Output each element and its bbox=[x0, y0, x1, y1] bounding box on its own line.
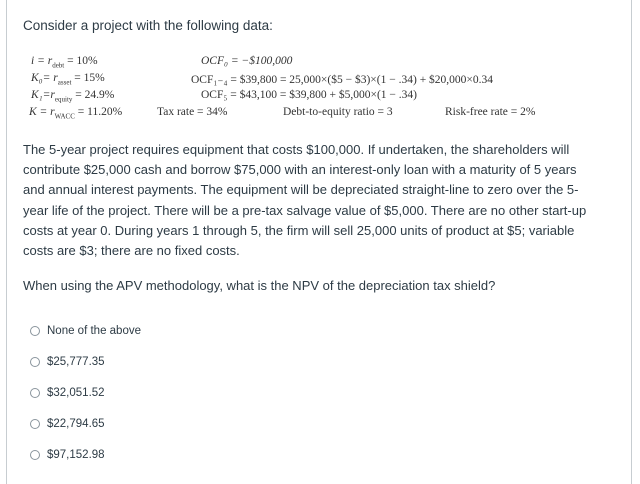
answer-option-label: $32,051.52 bbox=[47, 387, 105, 399]
question-card bbox=[6, 0, 632, 484]
radio-button[interactable] bbox=[30, 450, 40, 460]
ocf5-text: OCF₅ = $43,100 = $39,800 + $5,000×(1 − .34) bbox=[201, 89, 417, 101]
answer-option-97152[interactable] bbox=[30, 446, 230, 464]
wacc-label: K = r bbox=[29, 106, 55, 118]
data-row-equity-rate bbox=[31, 89, 114, 103]
answer-option-label: None of the above bbox=[47, 325, 141, 337]
radio-button[interactable] bbox=[30, 357, 40, 367]
debt-rate-label: i = r bbox=[31, 55, 53, 67]
equity-rate-value: = 24.9% bbox=[72, 89, 115, 101]
wacc-sub: WACC bbox=[54, 112, 75, 121]
question-text: When using the APV methodology, what is the NPV of the depreciation tax shield? bbox=[23, 278, 496, 293]
answer-option-32051[interactable] bbox=[30, 384, 230, 402]
equity-rate-sub: equity bbox=[54, 95, 73, 104]
equity-rate-label: K₁=r bbox=[31, 89, 55, 101]
radio-button[interactable] bbox=[30, 419, 40, 429]
asset-rate-value: = 15% bbox=[71, 72, 105, 84]
ocf1-4-text: OCF₁₋₄ = $39,800 = 25,000×($5 − $3)×(1 − .34) + $20,000×0.34 bbox=[191, 74, 494, 86]
radio-button[interactable] bbox=[30, 326, 40, 336]
data-row-ocf0 bbox=[201, 55, 292, 67]
tax-rate-text: Tax rate = 34% bbox=[157, 106, 228, 118]
answer-option-label: $97,152.98 bbox=[47, 449, 105, 461]
data-row-ocf5 bbox=[201, 89, 417, 101]
question-intro: Consider a project with the following data: bbox=[23, 18, 273, 33]
problem-paragraph: The 5-year project requires equipment that costs $100,000. If undertaken, the shareholders will contribute $25,000 cash and borrow $75,000 with an interest-only loan with a maturity of 5 years and annual interest payments. The equipment will be depreciated straight-line to zero over the 5-year life of the project. There will be a pre-tax salvage value of $5,000. There are no other start-up costs at year 0. During years 1 through 5, the firm will sell 25,000 units of product at $5; variable costs are $3; there are no fixed costs. bbox=[23, 142, 587, 259]
radio-button[interactable] bbox=[30, 388, 40, 398]
asset-rate-sub: asset bbox=[57, 78, 72, 87]
answer-option-label: $22,794.65 bbox=[47, 418, 105, 430]
answer-option-25777[interactable] bbox=[30, 353, 230, 371]
answer-option-none[interactable] bbox=[30, 322, 230, 340]
data-row-ocf1-4 bbox=[191, 72, 493, 86]
answer-option-label: $25,777.35 bbox=[47, 356, 105, 368]
debt-equity-text: Debt-to-equity ratio = 3 bbox=[283, 106, 393, 118]
data-row-wacc bbox=[29, 106, 122, 120]
asset-rate-label: K₀= r bbox=[31, 72, 58, 84]
answer-option-22794[interactable] bbox=[30, 415, 230, 433]
debt-rate-sub: debt bbox=[52, 61, 65, 70]
risk-free-text: Risk-free rate = 2% bbox=[445, 106, 536, 118]
ocf0-text: OCF₀ = −$100,000 bbox=[201, 55, 293, 67]
data-row-debt-rate bbox=[31, 55, 98, 69]
debt-rate-value: = 10% bbox=[64, 55, 98, 67]
wacc-value: = 11.20% bbox=[74, 106, 123, 118]
data-row-asset-rate bbox=[31, 72, 105, 86]
